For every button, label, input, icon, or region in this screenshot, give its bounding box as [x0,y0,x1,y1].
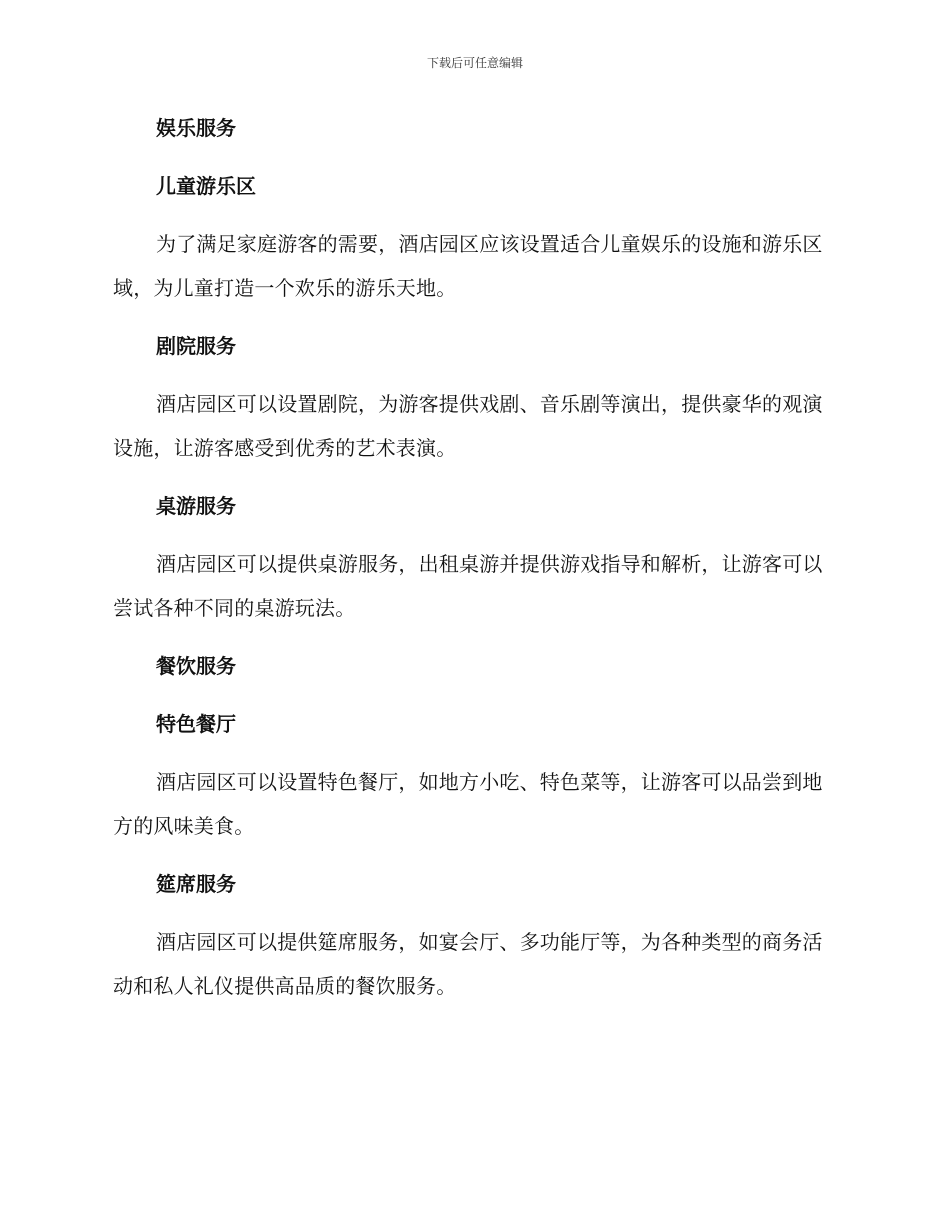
paragraph-theater: 酒店园区可以设置剧院，为游客提供戏剧、音乐剧等演出，提供豪华的观演设施，让游客感受到优秀的艺术表演。 [113,392,823,460]
document-body [113,112,833,1028]
paragraph-specialty-restaurant: 酒店园区可以设置特色餐厅，如地方小吃、特色菜等，让游客可以品尝到地方的风味美食。 [113,770,823,838]
section-heading-banquet: 筵席服务 [156,872,236,896]
paragraph-kids-area: 为了满足家庭游客的需要，酒店园区应该设置适合儿童娱乐的设施和游乐区域，为儿童打造一个欢乐的游乐天地。 [113,232,823,300]
paragraph-banquet: 酒店园区可以提供筵席服务，如宴会厅、多功能厅等，为各种类型的商务活动和私人礼仪提供高品质的餐饮服务。 [113,930,823,998]
section-heading-kids-area: 儿童游乐区 [156,174,256,198]
page-header: 下载后可任意编辑 [426,56,523,70]
section-heading-dining: 餐饮服务 [156,654,236,678]
section-heading-specialty-restaurant: 特色餐厅 [156,712,236,736]
paragraph-board-games: 酒店园区可以提供桌游服务，出租桌游并提供游戏指导和解析，让游客可以尝试各种不同的桌游玩法。 [113,552,823,620]
section-heading-board-games: 桌游服务 [156,494,236,518]
section-heading-theater: 剧院服务 [156,334,236,358]
section-heading-entertainment: 娱乐服务 [156,116,236,140]
